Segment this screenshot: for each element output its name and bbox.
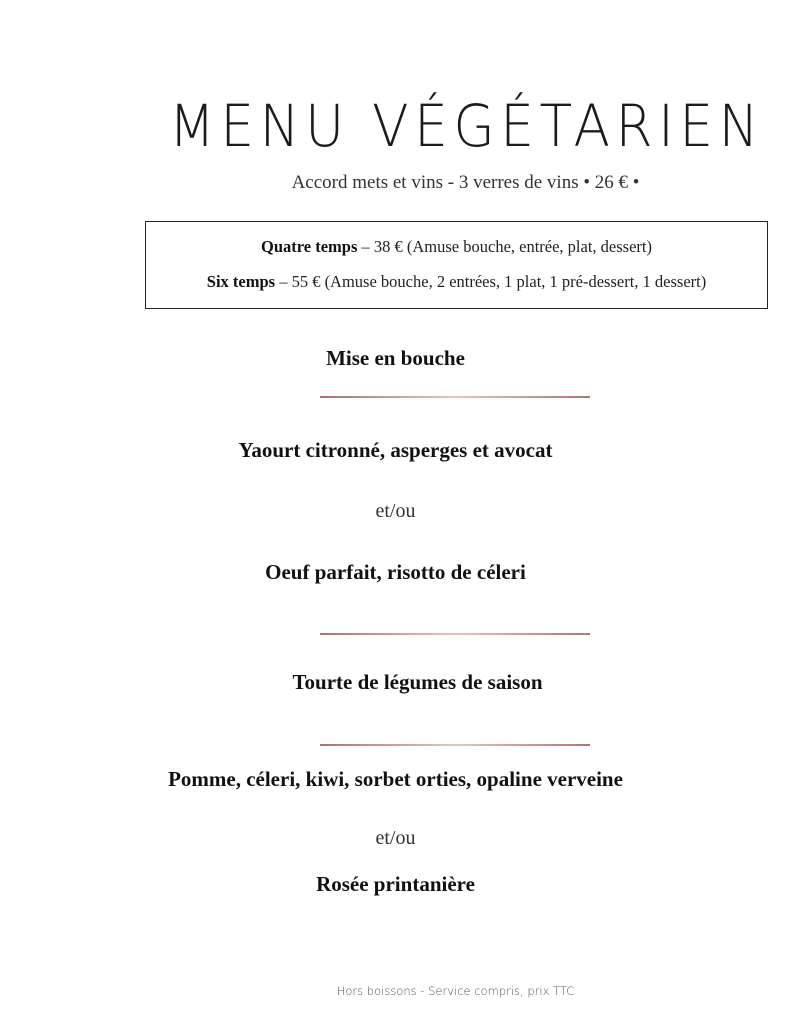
- price-option-quatre-temps: [146, 237, 767, 257]
- price-option-name: Six temps: [206, 272, 276, 291]
- section-divider: [320, 744, 590, 746]
- price-option-name: Quatre temps: [260, 237, 358, 256]
- price-option-details: 38 € (Amuse bouche, entrée, plat, dessert): [373, 237, 652, 256]
- course-dessert-1: Pomme, céleri, kiwi, sorbet orties, opaline verveine: [168, 767, 623, 791]
- course-entree-1: Yaourt citronné, asperges et avocat: [238, 438, 553, 462]
- price-option-separator: –: [357, 237, 374, 256]
- footer-note: Hors boissons - Service compris, prix TTC: [336, 984, 575, 998]
- section-divider: [320, 396, 590, 398]
- course-main: Tourte de légumes de saison: [292, 670, 543, 694]
- price-options-box: [145, 221, 768, 309]
- price-option-separator: –: [275, 272, 292, 291]
- course-entree-2: Oeuf parfait, risotto de céleri: [265, 560, 526, 584]
- price-option-six-temps: [146, 272, 767, 292]
- price-option-details: 55 € (Amuse bouche, 2 entrées, 1 plat, 1 pré-dessert, 1 dessert): [291, 272, 707, 291]
- course-mise-en-bouche: Mise en bouche: [326, 346, 465, 370]
- menu-title: MENU VÉGÉTARIEN: [168, 92, 765, 160]
- wine-pairing-subtitle: Accord mets et vins - 3 verres de vins • 26 € •: [291, 172, 640, 193]
- section-divider: [320, 633, 590, 635]
- or-separator: et/ou: [375, 827, 416, 849]
- or-separator: et/ou: [375, 500, 416, 522]
- course-dessert-2: Rosée printanière: [316, 872, 475, 896]
